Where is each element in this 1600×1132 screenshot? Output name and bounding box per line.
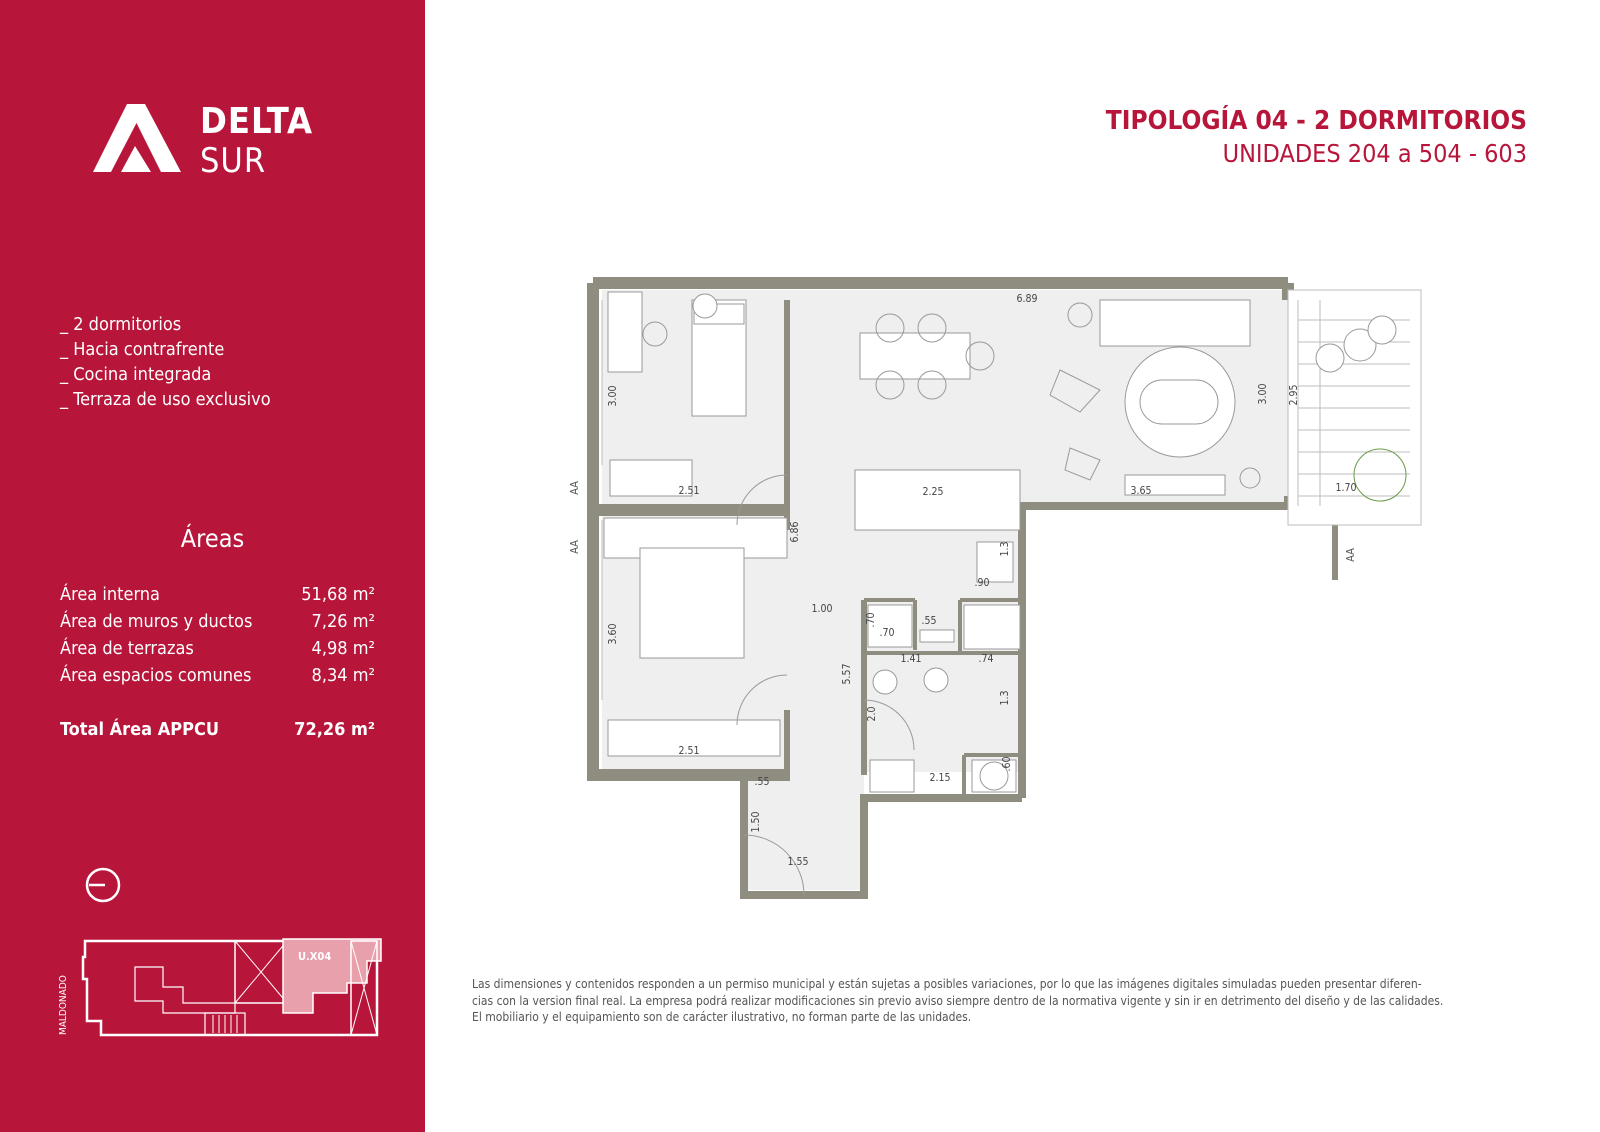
dim-bed2-height: 3.60 — [607, 623, 619, 645]
brand-sub: SUR — [200, 141, 267, 181]
dim-bath-side: 2.0 — [866, 706, 878, 722]
dim-terrace-height: 2.95 — [1288, 384, 1300, 406]
sidebar — [0, 0, 425, 1132]
dim-corridor: 5.57 — [841, 663, 853, 685]
dim-bed1-width: 2.51 — [678, 485, 700, 497]
area-value: 8,34 m² — [311, 665, 375, 686]
dim-heater: .60 — [1001, 756, 1013, 772]
disclaimer-line: cias con la version final real. La empresa podrá realizar modificaciones sin previo aviso siempre dentro de la normativa vigente y sin ir en detrimento del diseño y de las calidades. — [472, 993, 1444, 1008]
feature-item: _ 2 dormitorios — [60, 314, 182, 335]
area-label: Área de terrazas — [60, 638, 194, 659]
area-total-label: Total Área APPCU — [60, 719, 219, 740]
area-value: 4,98 m² — [311, 638, 375, 659]
brand-name: DELTA — [200, 101, 314, 142]
dim-cooktop-width: .90 — [974, 577, 990, 589]
areas-title: Áreas — [180, 524, 245, 553]
dim-living-width: 3.65 — [1130, 485, 1152, 497]
site-plan — [55, 935, 385, 1045]
dim-cooktop: 1.3 — [999, 541, 1011, 557]
north-arrow-icon — [84, 866, 122, 904]
section-mark: AA — [1344, 548, 1357, 562]
feature-item: _ Terraza de uso exclusivo — [60, 389, 271, 410]
section-mark: AA — [568, 481, 581, 495]
dim-entry-width: 1.55 — [787, 856, 809, 868]
dim-entry-wall: .55 — [754, 776, 770, 788]
dim-kitchen: 2.25 — [922, 486, 944, 498]
area-label: Área interna — [60, 584, 160, 605]
dim-hall-width: 1.00 — [811, 603, 833, 615]
dim-closet-height: .70 — [865, 612, 877, 628]
site-street-label: MALDONADO — [58, 975, 69, 1035]
dim-terrace-width: 1.70 — [1335, 482, 1357, 494]
feature-item: _ Cocina integrada — [60, 364, 212, 385]
dim-entry-height: 1.50 — [750, 811, 762, 833]
dim-bath-height: 1.3 — [999, 690, 1011, 706]
dim-laundry: 2.15 — [929, 772, 951, 784]
feature-item: _ Hacia contrafrente — [60, 339, 225, 360]
dim-bath-width: 1.41 — [900, 653, 922, 665]
page-heading — [1106, 104, 1527, 170]
dim-bath-a: .74 — [978, 653, 994, 665]
dim-shaft: .55 — [921, 615, 937, 627]
delta-logo-icon — [93, 104, 185, 176]
feature-list — [60, 312, 271, 412]
area-value: 51,68 m² — [301, 584, 375, 605]
disclaimer-line: Las dimensiones y contenidos responden a un permiso municipal y están sujetas a posibles variaciones, por lo que las imágenes digitales simuladas pueden presentar diferen- — [472, 977, 1422, 991]
site-unit-label: U.X04 — [298, 950, 332, 963]
typology-title: TIPOLOGÍA 04 - 2 DORMITORIOS — [1105, 106, 1527, 136]
dim-living-height: 3.00 — [1257, 383, 1269, 405]
floor-plan — [560, 270, 1460, 920]
units-subtitle: UNIDADES 204 a 504 - 603 — [1222, 139, 1527, 168]
area-total-value: 72,26 m² — [294, 719, 375, 740]
dim-hall-height: 6.86 — [789, 521, 801, 543]
dim-bed2-width: 2.51 — [678, 745, 700, 757]
disclaimer-line: El mobiliario y el equipamiento son de carácter ilustrativo, no forman parte de las unidades. — [472, 1010, 972, 1024]
section-mark: AA — [568, 540, 581, 554]
area-label: Área de muros y ductos — [60, 611, 253, 632]
dim-bed1-height: 3.00 — [607, 385, 619, 407]
dim-top: 6.89 — [1016, 293, 1038, 305]
dim-closet-width: .70 — [879, 627, 895, 639]
area-label: Área espacios comunes — [60, 665, 252, 686]
disclaimer — [472, 976, 1532, 1026]
area-value: 7,26 m² — [311, 611, 375, 632]
